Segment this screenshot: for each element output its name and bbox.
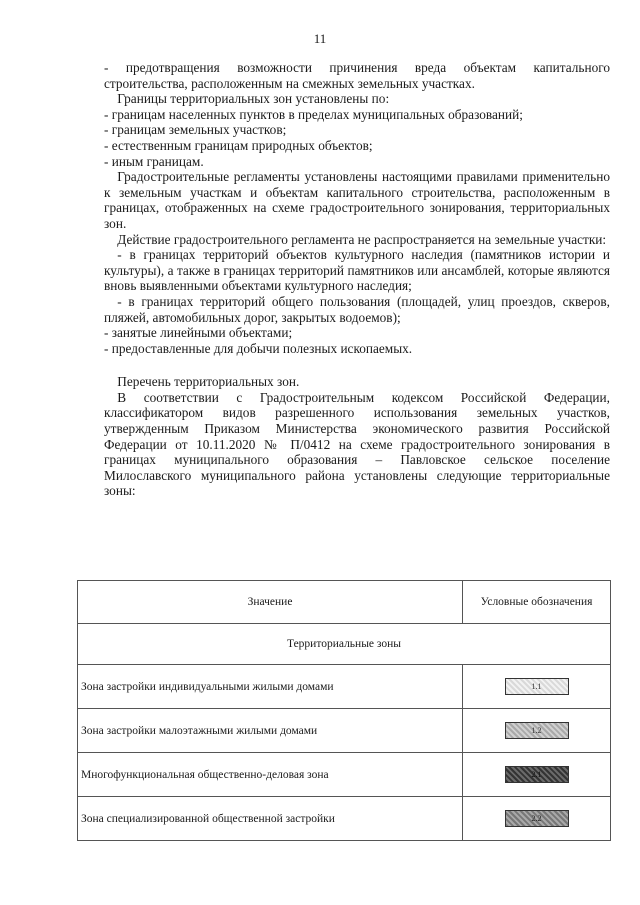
list-item: - границам земельных участков; (104, 122, 287, 138)
table-row (78, 709, 611, 753)
zone-name: Зона специализированной общественной застройки (78, 797, 463, 841)
table-row (78, 797, 611, 841)
list-item: - в границах территорий общего пользования (площадей, улиц проездов, скверов, пляжей, автомобильных дорог, закрытых водоемов); (104, 293, 610, 325)
zone-name: Многофункциональная общественно-деловая зона (78, 753, 463, 797)
zone-swatch: 1.2 (505, 722, 569, 739)
zone-swatch: 2.2 (505, 810, 569, 827)
paragraph: - предотвращения возможности причинения вреда объектам капитального строительства, расположенным на смежных земельных участках. (104, 60, 610, 91)
table-header-row (78, 581, 611, 624)
zone-swatch: 1.1 (505, 678, 569, 695)
header-value: Значение (78, 581, 463, 624)
zones-table (77, 580, 611, 841)
list-item: - предоставленные для добычи полезных ископаемых. (104, 340, 413, 356)
zone-symbol (463, 709, 611, 753)
list-item: - границам населенных пунктов в пределах муниципальных образований; (104, 106, 523, 122)
zone-name: Зона застройки малоэтажными жилыми домами (78, 709, 463, 753)
zone-name: Зона застройки индивидуальными жилыми домами (78, 665, 463, 709)
section-title: Территориальные зоны (78, 624, 611, 665)
zone-symbol (463, 665, 611, 709)
zone-symbol (463, 797, 611, 841)
list-item: - естественным границам природных объектов; (104, 137, 373, 153)
list-item: - занятые линейными объектами; (104, 325, 293, 341)
paragraph: Границы территориальных зон установлены по: (117, 91, 390, 107)
table-section-row (78, 624, 611, 665)
header-symbol: Условные обозначения (463, 581, 611, 624)
document-body (104, 60, 610, 499)
table-row (78, 753, 611, 797)
list-item: - в границах территорий объектов культурного наследия (памятников истории и культуры), а также в границах территорий памятников или ансамблей, которые являются вновь выявленными объектами культурного наследия; (104, 247, 610, 294)
table-row (78, 665, 611, 709)
section-heading: Перечень территориальных зон. (117, 374, 300, 390)
page-number: 11 (313, 31, 327, 46)
paragraph: В соответствии с Градостроительным кодексом Российской Федерации, классификатором видов разрешенного использования земельных участков, утвержденным Приказом Министерства экономического развития Российской Федерации от 10.11.2020 № П/0412 на схеме градостроительного зонирования в границах муниципального образования – Павловское сельское поселение Милославского муниципального района установлены следующие территориальные зоны: (104, 389, 610, 499)
zone-swatch: 2.1 (505, 766, 569, 783)
paragraph: Градостроительные регламенты установлены настоящими правилами применительно к земельным участкам и объектам капитального строительства, расположенным в границах, отображенных на схеме градостроительного зонирования, территориальных зон. (104, 169, 610, 231)
list-item: - иным границам. (104, 153, 204, 169)
zone-symbol (463, 753, 611, 797)
paragraph: Действие градостроительного регламента не распространяется на земельные участки: (117, 231, 607, 247)
